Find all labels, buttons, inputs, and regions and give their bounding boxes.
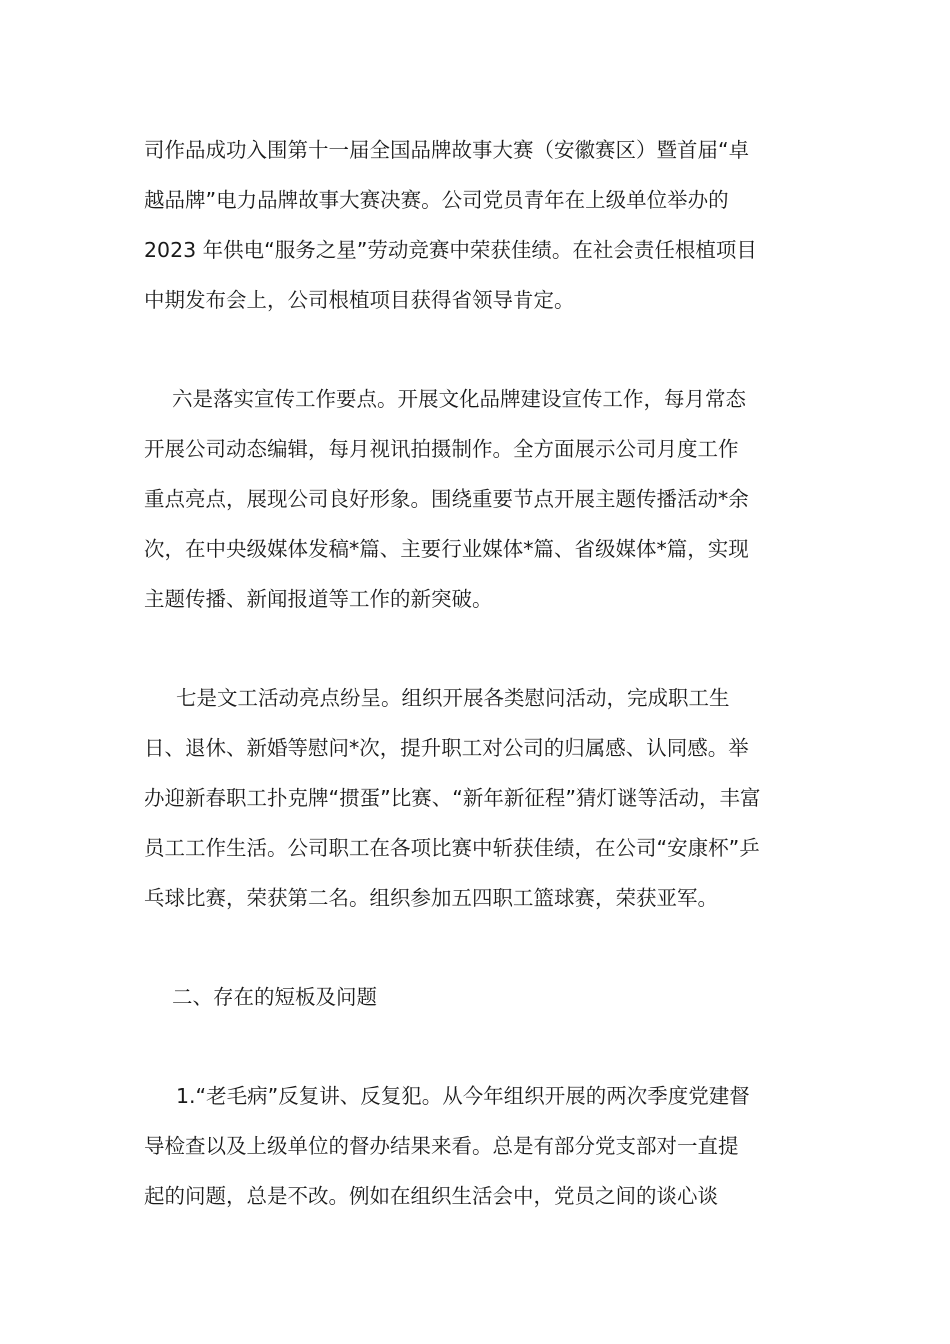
paragraph-six-first-line: 六是落实宣传工作要点。开展文化品牌建设宣传工作，每月常态 (172, 387, 746, 411)
section-heading: 二、存在的短板及问题 (172, 985, 377, 1009)
text-line: 办迎新春职工扑克牌“掼蛋”比赛、“新年新征程”猜灯谜等活动，丰富 (144, 786, 761, 810)
text-line: 中期发布会上，公司根植项目获得省领导肯定。 (144, 288, 575, 312)
text-line: 员工工作生活。公司职工在各项比赛中斩获佳绩，在公司“安康杯”乒 (144, 836, 760, 860)
text-line: 开展公司动态编辑，每月视讯拍摄制作。全方面展示公司月度工作 (144, 437, 739, 461)
text-line: 越品牌”电力品牌故事大赛决赛。公司党员青年在上级单位举办的 (144, 188, 729, 212)
text-line: 司作品成功入围第十一届全国品牌故事大赛（安徽赛区）暨首届“卓 (144, 138, 750, 162)
paragraph-one-first-line: 1.“老毛病”反复讲、反复犯。从今年组织开展的两次季度党建督 (176, 1084, 750, 1108)
text-line: 重点亮点，展现公司良好形象。围绕重要节点开展主题传播活动*余 (144, 487, 749, 511)
text-line: 导检查以及上级单位的督办结果来看。总是有部分党支部对一直提 (144, 1134, 739, 1158)
text-line: 起的问题，总是不改。例如在组织生活会中，党员之间的谈心谈 (144, 1184, 718, 1208)
text-line: 次，在中央级媒体发稿*篇、主要行业媒体*篇、省级媒体*篇，实现 (144, 537, 749, 561)
text-line: 主题传播、新闻报道等工作的新突破。 (144, 587, 493, 611)
text-line: 2023 年供电“服务之星”劳动竞赛中荣获佳绩。在社会责任根植项目 (144, 238, 757, 262)
text-line: 乓球比赛，荣获第二名。组织参加五四职工篮球赛，荣获亚军。 (144, 886, 718, 910)
paragraph-seven-first-line: 七是文工活动亮点纷呈。组织开展各类慰问活动，完成职工生 (176, 686, 730, 710)
text-line: 日、退休、新婚等慰问*次，提升职工对公司的归属感、认同感。举 (144, 736, 749, 760)
